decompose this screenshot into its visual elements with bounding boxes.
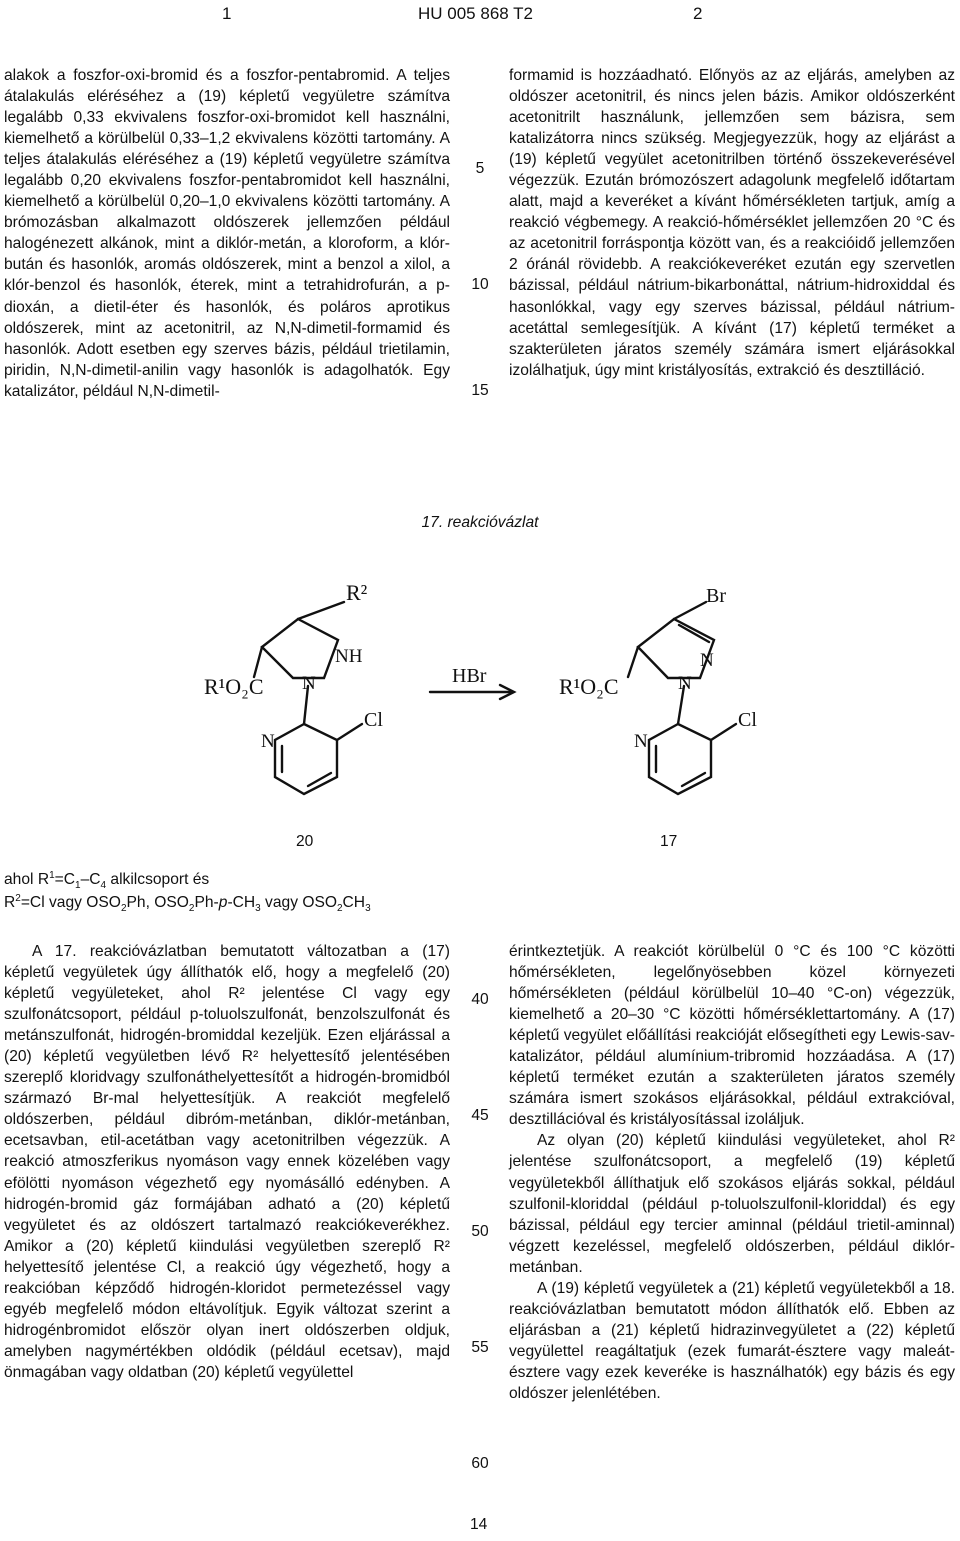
bottom-right-column	[509, 941, 955, 1404]
bond-line	[649, 724, 711, 794]
ester-label: R¹O₂C	[204, 674, 264, 699]
bond-line	[682, 773, 705, 786]
reaction-scheme-diagram	[0, 572, 960, 822]
ester-label: R¹O₂C	[559, 674, 619, 699]
ring-n-label: N	[302, 673, 316, 694]
ring-n-eq-label: N	[700, 650, 714, 671]
paragraph: alakok a foszfor-oxi-bromid és a foszfor-pentabromid. A teljes átalakulás eléréséhez a (19) képletű vegyületre számítva legalább 0,33 ekvivalens foszfor-oxi-bromidot kell használni, kiemelhető a körülbelül 0,33–1,2 ekvivalens közötti tartomány. A teljes átalakulás eléréséhez a (19) képletű vegyületre számítva legalább 0,20 ekvivalens foszfor-pentabromidot kell használni, kiemelhető a körülbelül 0,20–1,0 ekvivalens közötti tartomány. A brómozásban alkalmazott oldószerek jellemzően például halogénezett alkánok, mint a diklór-metán, a kloroform, a klór-bután és hasonlók, aromás oldószerek, mint a benzol a xilol, a klór-benzol és hasonlók, éterek, mint a tetrahidrofurán, a p-dioxán, a dietil-éter és hasonlók, és poláros aprotikus oldószerek, mint az acetonitril, az N,N-dimetil-formamid és hasonlók. Adott esetben egy szerves bázis, például trietilamin, piridin, N,N-dimetil-anilin vagy hasonlók is adagolhatók. Egy katalizátor, például N,N-dimetil-	[4, 67, 450, 400]
header-right-page-number: 2	[693, 4, 703, 23]
chloro-label: Cl	[364, 709, 383, 731]
bond-line	[337, 724, 362, 740]
top-right-column	[509, 65, 955, 381]
header-left-page-number: 1	[222, 4, 232, 23]
bond-line	[308, 773, 331, 786]
bottom-left-column	[4, 941, 450, 1383]
pyridine-n-label: N	[634, 731, 648, 752]
paragraph: érintkeztetjük. A reakciót körülbelül 0 °C és 100 °C közötti hőmérsékleten, legelőnyösebben közel környezeti hőmérsékleten (például körülbelül 10–40 °C-on) végezzük, kiemelhető a 20–30 °C közötti hőmérséklettartomány. A (17) képletű vegyület előállítási reakcióját elősegítheti egy Lewis-sav-katalizátor, például alumínium-tribromid hozzáadása. A (17) képletű terméket ezután a szakterületen járatos személy számára ismert szokásos eljárásokkal, például extrakcióval, desztillációval és kristályosítással izoláljuk.	[509, 943, 955, 1129]
bond-line	[628, 647, 638, 677]
pyridine-n-label: N	[261, 731, 275, 752]
bond-line	[262, 619, 338, 678]
bromo-label: Br	[706, 585, 726, 607]
line-number: 10	[471, 276, 489, 293]
compound-number-right: 17	[660, 833, 678, 850]
line-number: 45	[471, 1107, 489, 1124]
paragraph: A 17. reakcióvázlatban bemutatott változatban a (17) képletű vegyületek úgy állíthatók elő, hogy a megfelelő (20) képletű vegyületeket, ahol R² jelentése Cl vagy egy szulfonátcsoport, például p-toluolszulfonát, benzolszulfonát és metánszulfonát, hidrogén-bromiddal kezeljük. Ezen eljárással a (20) képletű vegyületben lévő R² helyettesítő jelentésében szereplő kloridvagy szulfonáthelyettesítőt a hidrogén-bromidból származó Br-mal helyettesítjük. A reakciót megfelelő oldószerben, például dibróm-metánban, diklór-metánban, ecetsavban, etil-acetátban vagy acetonitrilben végezzük. A reakció atmoszferikus nyomáson vagy ennek közelében vagy efölötti nyomáson végezhető egy nyomásálló edényben. A hidrogén-bromid gáz formájában adható a (20) képletű vegyületet és az oldószert tartalmazó reakciókeverékhez. Amikor a (20) képletű kiindulási vegyületben szereplő R² helyettesítő jelentése Cl, a reakció úgy végezhető, hogy a reakcióban képződő hidrogén-kloridot permetezéssel vagy egyéb megfelelő módon eltávolítjuk. Egyik változat szerint a hidrogénbromidot először olyan inert oldószerben oldjuk, amelyben nagymértékben oldódik (például ecetsav), majd önmagában vagy oldatban (20) képletű vegyülettel	[4, 943, 450, 1381]
scheme-legend-line-1: ahol $R^1=C_1-C_4$ alkilcsoport és	[4, 869, 210, 892]
bond-line	[674, 602, 706, 619]
line-number: 55	[471, 1339, 489, 1356]
bond-line	[679, 625, 709, 642]
paragraph: A (19) képletű vegyületek a (21) képletű vegyületekből a 18. reakcióvázlatban bemutatott módon állíthatók elő. Ebben az eljárásban a (21) képletű hidrazinvegyületet a (22) képletű vegyülettel reagáltatjuk (ezek fumarát-észtere vagy maleát-észtere vagy ezek keveréke is használhatók) egy bázis és egy oldószer jelenlétében.	[509, 1279, 955, 1402]
scheme-title: 17. reakcióvázlat	[421, 514, 539, 531]
footer-page-number: 14	[470, 1516, 488, 1533]
line-number: 60	[471, 1455, 489, 1472]
line-number: 15	[471, 382, 489, 399]
paragraph: Az olyan (20) képletű kiindulási vegyületeket, ahol R² jelentése szulfonátcsoport, a megfelelő (19) képletű vegyületekből állíthatjuk elő szokásos eljárás sokkal, például szulfonil-kloriddal (például p-toluolszulfonil-kloriddal) és egy bázissal, például egy tercier aminnal (például trietil-aminnal) végzett kezeléssel, megfelelő oldószerben, például diklór-metánban.	[509, 1132, 955, 1276]
bond-line	[275, 724, 337, 794]
bond-line	[711, 724, 736, 740]
reagent-label: HBr	[452, 665, 487, 687]
scheme-legend-line-2: $R^2=Cl$ vagy $OSO_2Ph$, $OSO_2Ph-p-CH_3$ vagy $OSO_2CH_3$	[4, 892, 371, 915]
bond-line	[254, 647, 262, 677]
line-number: 50	[471, 1223, 489, 1240]
line-number: 5	[475, 160, 485, 177]
header-document-id: HU 005 868 T2	[418, 4, 533, 23]
paragraph: formamid is hozzáadható. Előnyös az az eljárás, amelyben az oldószer acetonitril, és nincs jelen bázis. Amikor oldószerként acetonitrilt használunk, jellemzően sem bázisra, sem katalizátorra nincs szükség. Megjegyezzük, hogy az eljárást a (19) képletű vegyület acetonitrilben történő összekeverésével végezzük. Ezután brómozószert adagolunk megfelelő időtartam alatt, majd a keveréket a kívánt hőmérsékleten tartjuk, amíg a reakció végbemegy. A reakció-hőmérséklet jellemzően 20 °C és az acetonitril forráspontja között van, és a reakcióidő jellemzően 2 óránál rövidebb. A reakciókeveréket ezután egy szervetlen bázissal, például nátrium-bikarbonáttal, nátrium-hidroxiddal és hasonlókkal, vagy egy szerves bázissal, például nátrium-acetáttal semlegesítjük. A kívánt (17) képletű terméket a szakterületen járatos személy számára ismert eljárásokkal izolálhatjuk, úgy mint kristályosítás, extrakció és desztilláció.	[509, 67, 955, 379]
bond-line	[298, 602, 344, 619]
nh-label: NH	[335, 646, 363, 667]
substituent-r2-label: R²	[346, 580, 368, 605]
ring-n-label: N	[678, 673, 692, 694]
compound-number-left: 20	[296, 833, 314, 850]
top-left-column	[4, 65, 450, 402]
line-number: 40	[471, 991, 489, 1008]
chloro-label: Cl	[738, 709, 757, 731]
